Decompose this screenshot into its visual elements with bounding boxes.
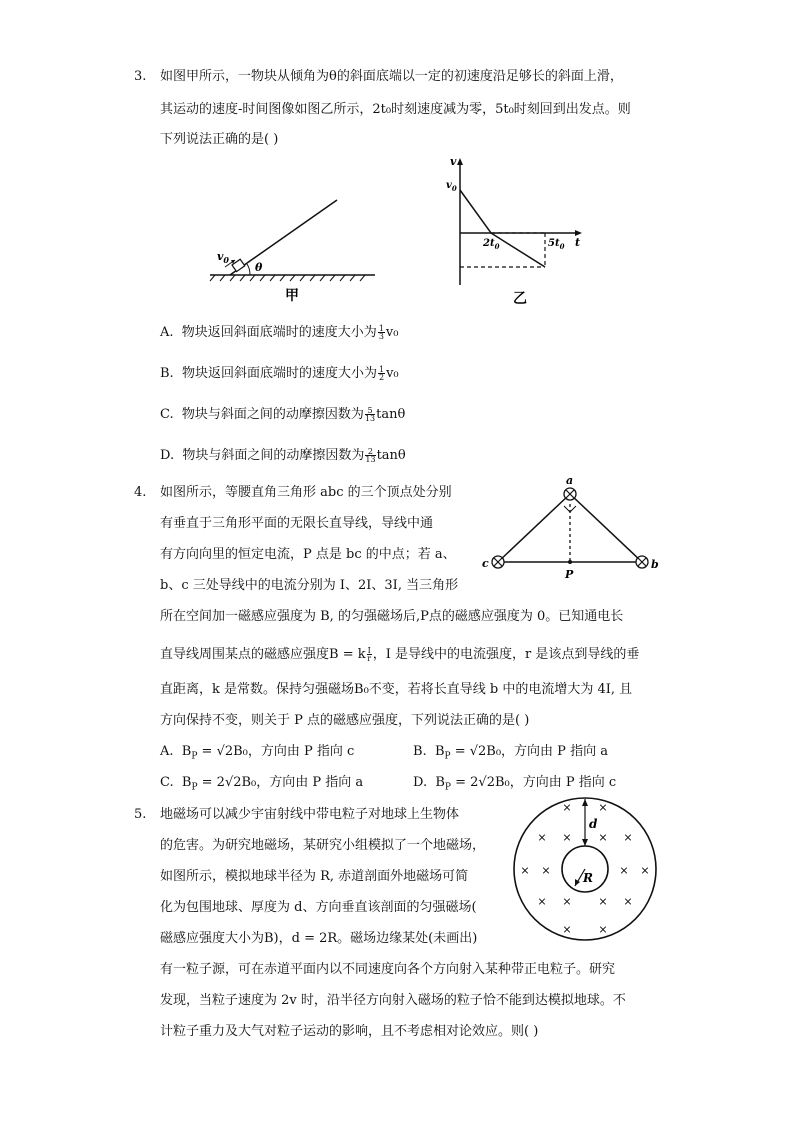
formula-lhs: B = k	[329, 647, 366, 662]
option-fraction: $\frac{1}{3}$	[378, 324, 384, 341]
yi-t1-label: $2t_0$	[483, 238, 500, 251]
label-d: d	[589, 817, 598, 831]
svg-text:×: ×	[537, 831, 547, 844]
question-4-line-7: 直距离，k 是常数。保持匀强磁场B₀不变，若将长直导线 b 中的电流增大为 4I, 且	[160, 682, 633, 697]
option-value: B	[181, 744, 192, 759]
option-text: 物块与斜面之间的动摩擦因数为	[182, 448, 365, 463]
svg-text:×: ×	[537, 895, 547, 908]
svg-text:×: ×	[562, 923, 572, 936]
question-4-line-2: 有垂直于三角形平面的无限长直导线，导线中通	[160, 516, 434, 531]
wire-a-cross-icon	[564, 488, 576, 500]
question-4-line-4: b、c 三处导线中的电流分别为 I、2I、3I, 当三角形	[160, 578, 459, 593]
svg-text:×: ×	[598, 831, 608, 844]
question-4-line-1: 如图所示，等腰直角三角形 abc 的三个顶点处分别	[160, 485, 452, 500]
jia-v0-label: $v_0$	[217, 250, 229, 265]
option-tail: tanθ	[376, 448, 406, 463]
svg-text:×: ×	[619, 864, 629, 877]
option-letter: A.	[160, 325, 174, 340]
figure-yi-vt-graph	[445, 155, 585, 305]
yi-t2-label: $5t_0$	[548, 238, 565, 251]
question-5-line-4: 化为包围地球、厚度为 d、方向垂直该剖面的匀强磁场(	[160, 900, 477, 915]
option-eq: = 2√2B₀，方向由 P 指向 c	[450, 775, 617, 790]
svg-text:×: ×	[623, 895, 633, 908]
question-5-line-2: 的危害。为研究地磁场，某研究小组模拟了一个地磁场，	[160, 838, 486, 853]
question-4-number: 4.	[134, 485, 147, 500]
option-letter: B.	[413, 744, 427, 759]
question-3-number: 3.	[134, 69, 147, 84]
option-value: B	[435, 775, 445, 790]
label-R: R	[583, 871, 593, 885]
question-3-line-3: 下列说法正确的是( )	[160, 132, 279, 147]
q4-option-a[interactable]	[160, 743, 354, 766]
option-letter: A.	[160, 744, 174, 759]
option-eq: = √2B₀，方向由 P 指向 a	[450, 744, 608, 759]
option-letter: C.	[160, 775, 174, 790]
q4-option-b[interactable]	[413, 743, 608, 766]
option-letter: C.	[160, 407, 174, 422]
question-5-line-3: 如图所示，模拟地球半径为 R, 赤道剖面外地磁场可简	[160, 869, 469, 884]
option-value: B	[181, 775, 192, 790]
option-sub: P	[444, 751, 451, 762]
svg-text:×: ×	[623, 831, 633, 844]
question-5-line-8: 计粒子重力及大气对粒子运动的影响，且不考虑相对论效应。则( )	[160, 1024, 539, 1039]
option-letter: D.	[413, 775, 428, 790]
option-eq: = 2√2B₀，方向由 P 指向 a	[197, 775, 364, 790]
option-text: 物块返回斜面底端时的速度大小为	[181, 366, 377, 381]
jia-caption: 甲	[285, 288, 299, 304]
yi-caption: 乙	[513, 291, 527, 307]
option-sub: P	[191, 782, 198, 793]
svg-text:×: ×	[541, 864, 551, 877]
yi-axis-t: t	[575, 236, 581, 249]
option-tail: tanθ	[376, 407, 406, 422]
wire-c-cross-icon	[492, 556, 504, 568]
label-p: P	[565, 568, 574, 581]
question-3-line-2: 其运动的速度-时间图像如图乙所示，2t₀时刻速度减为零，5t₀时刻回到出发点。则	[160, 102, 631, 117]
svg-text:×: ×	[562, 895, 572, 908]
question-5-line-7: 发现，当粒子速度为 2v 时，沿半径方向射入磁场的粒子恰不能到达模拟地球。不	[160, 993, 626, 1008]
q3-option-c[interactable]	[160, 406, 405, 424]
option-value: B	[434, 744, 445, 759]
question-5-line-5: 磁感应强度大小为B)，d = 2R。磁场边缘某处(未画出)	[160, 931, 478, 946]
label-a: a	[566, 474, 574, 487]
q4-option-c[interactable]	[160, 774, 363, 797]
jia-theta-label: θ	[255, 261, 263, 274]
option-sub: P	[191, 751, 198, 762]
option-text: 物块返回斜面底端时的速度大小为	[181, 325, 377, 340]
question-5-line-1: 地磁场可以减少宇宙射线中带电粒子对地球上生物体	[160, 807, 460, 822]
svg-text:×: ×	[598, 923, 608, 936]
question-5-number: 5.	[134, 807, 147, 822]
svg-text:×: ×	[562, 801, 572, 814]
q3-option-a[interactable]	[160, 324, 398, 342]
yi-axis-v: v	[450, 155, 457, 168]
option-eq: = √2B₀，方向由 P 指向 c	[197, 744, 355, 759]
option-sub: P	[444, 782, 451, 793]
line-6-tail: ，I 是导线中的电流强度，r 是该点到导线的垂	[372, 647, 640, 662]
svg-text:×: ×	[598, 895, 608, 908]
label-c: c	[482, 557, 489, 570]
formula-fraction: $\frac{I}{r}$	[367, 646, 372, 663]
q3-option-d[interactable]	[160, 447, 406, 465]
question-4-line-5: 所在空间加一磁感应强度为 B, 的匀强磁场后,P点的磁感应强度为 0。已知通电长	[160, 609, 624, 624]
figure-triangle-abc	[478, 474, 678, 582]
option-letter: D.	[160, 448, 175, 463]
svg-text:×: ×	[640, 864, 650, 877]
option-tail: v₀	[385, 325, 399, 340]
question-3-line-1: 如图甲所示，一物块从倾角为θ的斜面底端以一定的初速度沿足够长的斜面上滑，	[160, 69, 623, 84]
label-b: b	[651, 558, 659, 571]
figure-magnetic-field-rings	[505, 790, 665, 950]
option-text: 物块与斜面之间的动摩擦因数为	[181, 407, 364, 422]
yi-v0-label: $v_0$	[446, 180, 457, 193]
option-fraction: $\frac{5}{13}$	[364, 406, 376, 423]
question-5-line-6: 有一粒子源，可在赤道平面内以不同速度向各个方向射入某种带正电粒子。研究	[160, 962, 616, 977]
line-6-text: 直导线周围某点的磁感应强度	[160, 647, 330, 662]
wire-b-cross-icon	[636, 556, 648, 568]
option-tail: v₀	[386, 366, 399, 381]
option-fraction: $\frac{2}{13}$	[365, 447, 376, 464]
question-4-line-6	[160, 646, 639, 664]
svg-text:×: ×	[562, 831, 572, 844]
option-fraction: $\frac{1}{2}$	[378, 365, 385, 382]
question-4-line-3: 有方向向里的恒定电流，P 点是 bc 的中点；若 a、	[160, 547, 456, 562]
q3-option-b[interactable]	[160, 365, 399, 383]
question-4-line-8: 方向保持不变，则关于 P 点的磁感应强度，下列说法正确的是( )	[160, 713, 530, 728]
figure-jia-incline	[205, 160, 385, 310]
option-letter: B.	[160, 366, 174, 381]
svg-text:×: ×	[598, 801, 608, 814]
svg-text:×: ×	[520, 864, 530, 877]
